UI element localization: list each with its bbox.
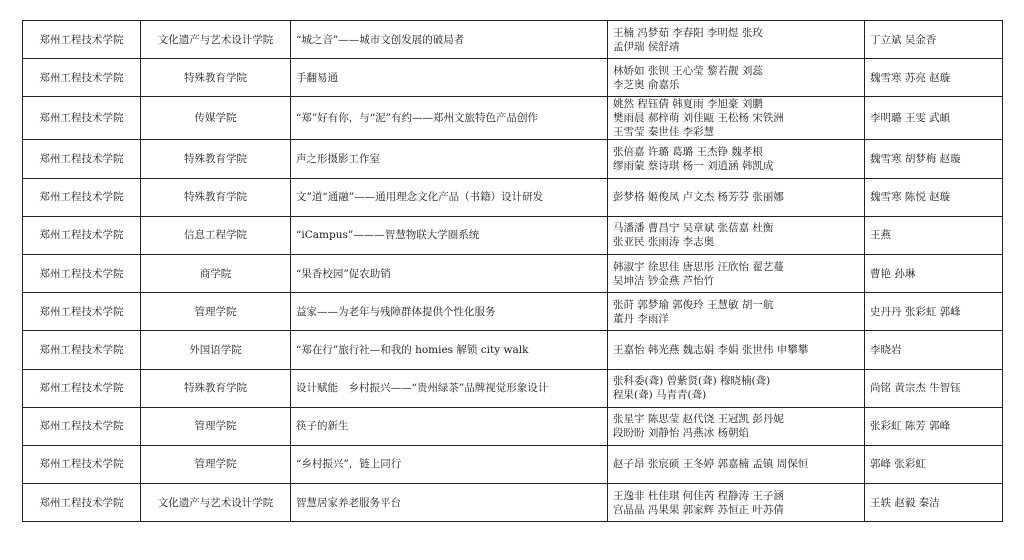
advisors-cell: 李晓岩 [865,331,1003,369]
school-cell: 郑州工程技术学院 [23,97,141,140]
table-row [23,331,1003,369]
members-cell [608,178,865,216]
table-row [23,293,1003,331]
member-line: 张亚民 张雨涛 李志奥 [613,236,715,249]
project-title-cell: 声之形摄影工作室 [291,140,608,178]
members-cell [608,140,865,178]
school-cell: 郑州工程技术学院 [23,21,141,59]
member-line: 宫晶晶 冯果果 郭家辉 苏恒正 叶苏倩 [613,503,784,516]
member-line: 王楠 冯梦茹 李春阳 李明煜 张玫 [613,26,763,39]
member-line: 孟伊瑞 侯舒靖 [613,40,680,53]
member-line: 张科委(聋) 曾紫贤(聋) 穆晓楠(聋) [613,375,771,388]
table-row [23,140,1003,178]
advisors-cell: 史丹丹 张彩虹 郭峰 [865,293,1003,331]
college-cell: 特殊教育学院 [141,178,291,216]
project-title-cell: 筷子的新生 [291,407,608,445]
table-row [23,254,1003,292]
member-line: 董丹 李雨洋 [613,312,669,325]
college-cell: 传媒学院 [141,97,291,140]
members-cell [608,369,865,407]
table-body [23,21,1003,522]
college-cell: 文化遗产与艺术设计学院 [141,21,291,59]
members-cell [608,484,865,522]
project-title-cell: 智慧居家养老服务平台 [291,484,608,522]
advisors-cell: 尚铭 黄宗杰 牛智钰 [865,369,1003,407]
member-line: 韩淑宇 徐思佳 唐思彤 汪欣怡 翟艺蔓 [613,260,784,273]
college-cell: 管理学院 [141,293,291,331]
advisors-cell: 魏雪寒 胡梦梅 赵璇 [865,140,1003,178]
school-cell: 郑州工程技术学院 [23,178,141,216]
school-cell: 郑州工程技术学院 [23,407,141,445]
college-cell: 管理学院 [141,445,291,483]
advisors-cell: 王燕 [865,216,1003,254]
project-title-cell: 设计赋能 乡村振兴——“贵州绿茶”品牌视觉形象设计 [291,369,608,407]
college-cell: 特殊教育学院 [141,140,291,178]
college-cell: 文化遗产与艺术设计学院 [141,484,291,522]
school-cell: 郑州工程技术学院 [23,254,141,292]
member-line: 张星宇 陈思莹 赵代饶 王冠凯 彭丹妮 [613,413,784,426]
project-title-cell: “郑在行”旅行社—和我的 homies 解锁 city walk [291,331,608,369]
member-line: 李芝奥 俞嘉乐 [613,78,680,91]
award-table [22,20,1003,522]
members-cell [608,21,865,59]
member-line: 姚然 程钰倩 韩夏雨 李旭豪 刘鹏 [613,98,763,111]
table-row [23,178,1003,216]
advisors-cell: 魏雪寒 苏亮 赵璇 [865,59,1003,97]
member-line: 王雪莹 秦世佳 李彩慧 [613,126,715,139]
project-title-cell: “郑”好有你，与“泥”有约——郑州文旅特色产品创作 [291,97,608,140]
member-line: 程果(聋) 马青青(聋) [613,389,707,402]
table-row [23,59,1003,97]
members-cell [608,293,865,331]
project-title-cell: 益家——为老年与残障群体提供个性化服务 [291,293,608,331]
member-line: 张莳 郭梦瑜 郭俊玲 王慧敏 胡一航 [613,298,774,311]
member-line: 樊雨晨 郝梓萌 刘佳甌 王松杨 宋铁洲 [613,112,784,125]
table-row [23,21,1003,59]
school-cell: 郑州工程技术学院 [23,216,141,254]
member-line: 林娇如 张钡 王心莹 黎若靓 刘蕊 [613,64,763,77]
project-title-cell: “乡村振兴”，链上同行 [291,445,608,483]
school-cell: 郑州工程技术学院 [23,331,141,369]
college-cell: 商学院 [141,254,291,292]
member-line: 马潘潘 曹昌宁 吴章斌 张蓓嘉 杜衡 [613,222,774,235]
college-cell: 管理学院 [141,407,291,445]
member-line: 彭梦格 姬俊凤 卢文杰 杨芳芬 张丽娜 [613,191,784,204]
college-cell: 特殊教育学院 [141,59,291,97]
college-cell: 信息工程学院 [141,216,291,254]
members-cell [608,254,865,292]
college-cell: 特殊教育学院 [141,369,291,407]
members-cell [608,59,865,97]
advisors-cell: 郭峰 张彩虹 [865,445,1003,483]
members-cell [608,97,865,140]
member-line: 段盼盼 刘静怡 冯燕冰 杨朝焰 [613,427,750,440]
members-cell [608,216,865,254]
advisors-cell: 李明璐 王雯 武頔 [865,97,1003,140]
member-line: 王逸非 杜佳琪 何佳芮 程静涛 王子涵 [613,489,784,502]
table-row [23,445,1003,483]
school-cell: 郑州工程技术学院 [23,140,141,178]
school-cell: 郑州工程技术学院 [23,445,141,483]
table-row [23,484,1003,522]
member-line: 王嘉怡 韩光燕 魏志娟 李娟 张世伟 申攀攀 [613,343,809,356]
table-row [23,216,1003,254]
project-title-cell: “iCampus”———智慧物联大学圈系统 [291,216,608,254]
member-line: 赵子昂 张宸硕 王冬婷 郭嘉楠 孟镇 周保恒 [613,458,809,471]
members-cell [608,407,865,445]
advisors-cell: 曹艳 孙琳 [865,254,1003,292]
table-row [23,407,1003,445]
member-line: 张倍嘉 许璐 葛璐 王杰铮 魏孝根 [613,145,763,158]
advisors-cell: 丁立斌 吴金香 [865,21,1003,59]
advisors-cell: 王轶 赵毅 秦洁 [865,484,1003,522]
school-cell: 郑州工程技术学院 [23,293,141,331]
project-title-cell: 文”道“通融”——通用理念文化产品（书籍）设计研发 [291,178,608,216]
project-title-cell: “城之音”——城市文创发展的破局者 [291,21,608,59]
school-cell: 郑州工程技术学院 [23,484,141,522]
member-line: 缪雨蒙 蔡诗琪 杨一 刘逍涵 韩凯成 [613,159,774,172]
members-cell [608,331,865,369]
advisors-cell: 魏雪寒 陈悦 赵璇 [865,178,1003,216]
advisors-cell: 张彩虹 陈芳 郭峰 [865,407,1003,445]
member-line: 吴坤洁 钞金燕 芦怡竹 [613,274,715,287]
school-cell: 郑州工程技术学院 [23,369,141,407]
college-cell: 外国语学院 [141,331,291,369]
table-row [23,97,1003,140]
members-cell [608,445,865,483]
project-title-cell: “果香校园”促农助销 [291,254,608,292]
table-row [23,369,1003,407]
school-cell: 郑州工程技术学院 [23,59,141,97]
project-title-cell: 手翻易通 [291,59,608,97]
